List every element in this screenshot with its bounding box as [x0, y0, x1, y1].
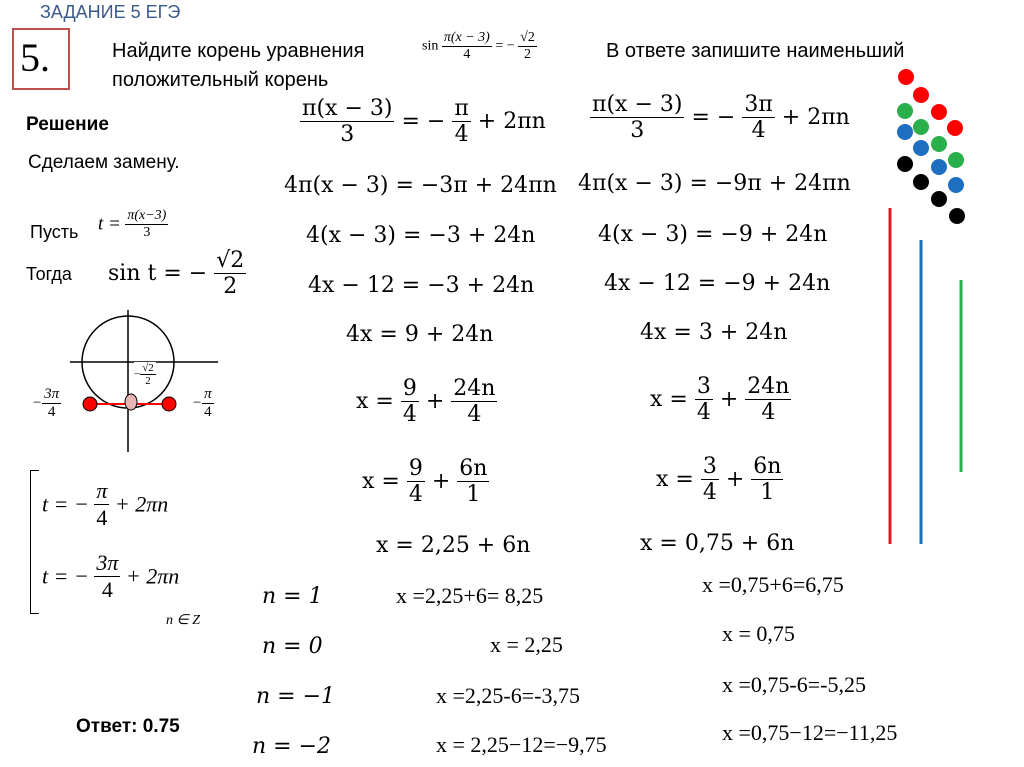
sys1-den: 4 — [96, 505, 108, 530]
result-minus1b: x =0,75-6=-5,25 — [722, 672, 866, 697]
sys1-num: π — [96, 478, 108, 503]
dot-red-4 — [947, 120, 963, 136]
col1-eq-1 — [300, 96, 546, 147]
col2-e6-d2: 4 — [761, 400, 776, 425]
col2-e6-plus: + — [719, 387, 739, 412]
col2-e7-n1: 3 — [702, 454, 717, 479]
n-equals-minus-2: n = −2 — [252, 734, 332, 759]
col1-e7-lhs: x = — [362, 469, 400, 494]
col2-e1-num: π(x − 3) — [592, 92, 683, 117]
point-mid — [125, 394, 137, 410]
let-label: Пусть — [30, 222, 79, 242]
col2-e1-mid: = − — [691, 105, 736, 130]
dot-black-3 — [931, 191, 947, 207]
col1-e7-plus: + — [431, 469, 451, 494]
dot-green-3 — [931, 136, 947, 152]
n-equals-0: n = 0 — [262, 634, 323, 659]
col2-e1-den2: 4 — [751, 118, 766, 143]
n-equals-1: n = 1 — [262, 584, 323, 609]
dot-black-4 — [949, 208, 965, 224]
let-den: 3 — [143, 225, 151, 240]
task-eq-mid: = − — [495, 38, 515, 54]
col1-eq-2: 4π(x − 3) = −3π + 24πn — [284, 173, 557, 198]
circle-mid-num: √2 — [142, 362, 154, 374]
task-eq-den: 4 — [463, 47, 471, 62]
sin-t: sin t = − — [108, 261, 208, 286]
unit-circle-diagram — [0, 300, 260, 460]
circle-label-right-sign: − — [192, 395, 203, 411]
col2-eq-5: 4x = 3 + 24n — [640, 320, 788, 345]
dot-blue-1 — [897, 124, 913, 140]
sys2-rhs: + 2πn — [125, 563, 180, 589]
result-minus2a: x = 2,25−12=−9,75 — [436, 732, 607, 757]
sin-t-equation — [108, 248, 246, 299]
result-minus2b: x =0,75−12=−11,25 — [722, 720, 898, 745]
col1-e7-n1: 9 — [408, 456, 423, 481]
sys2-num: 3π — [96, 550, 119, 575]
col1-e1-num2: π — [454, 96, 469, 121]
col1-e6-n2: 24n — [453, 376, 496, 401]
col1-e1-den2: 4 — [454, 122, 469, 147]
circle-label-right-num: π — [204, 386, 212, 402]
col1-e7-d1: 4 — [408, 482, 423, 507]
let-t: t = — [98, 213, 121, 235]
col2-e1-num2: 3π — [744, 92, 773, 117]
substitution-text: Сделаем замену. — [28, 152, 180, 173]
result-1a: x =2,25+6= 8,25 — [396, 583, 544, 608]
circle-mid-den: 2 — [145, 375, 151, 387]
result-0a: x = 2,25 — [490, 632, 563, 657]
circle-label-mid — [134, 362, 156, 387]
col1-eq-8: x = 2,25 + 6n — [376, 533, 531, 558]
task-eq-rhs-den: 2 — [523, 47, 531, 62]
system-bracket — [30, 470, 39, 614]
dot-blue-4 — [948, 177, 964, 193]
col2-e7-d2: 1 — [760, 480, 775, 505]
col2-eq-3: 4(x − 3) = −9 + 24n — [598, 222, 828, 247]
circle-label-left-den: 4 — [47, 404, 56, 420]
sys2-den: 4 — [101, 577, 113, 602]
col2-e6-n2: 24n — [747, 374, 790, 399]
col2-e7-d1: 4 — [702, 480, 717, 505]
col2-e6-n1: 3 — [696, 374, 711, 399]
col1-eq-4: 4x − 12 = −3 + 24n — [308, 273, 535, 298]
dot-red-1 — [898, 69, 914, 85]
col2-e1-den: 3 — [630, 118, 645, 143]
col2-eq-8: x = 0,75 + 6n — [640, 531, 795, 556]
dot-blue-3 — [931, 159, 947, 175]
col1-e1-mid: = − — [401, 109, 446, 134]
task-equation — [420, 30, 539, 63]
answer-text: Ответ: 0.75 — [76, 716, 180, 737]
task-eq-sin: sin — [422, 38, 439, 54]
task-eq-num: π(x − 3) — [443, 30, 490, 45]
point-right — [162, 397, 176, 411]
task-text-2: В ответе запишите наименьший — [606, 40, 905, 62]
task-text-1: Найдите корень уравнения — [112, 40, 365, 62]
col2-e1-rhs: + 2πn — [781, 105, 850, 130]
col2-eq-7 — [656, 454, 783, 505]
n-in-z: n ∈ Z — [166, 613, 200, 628]
dot-black-2 — [913, 174, 929, 190]
system-eq-2 — [42, 550, 179, 603]
col1-e6-d2: 4 — [467, 402, 482, 427]
col1-eq-3: 4(x − 3) = −3 + 24n — [306, 223, 536, 248]
col1-e1-num: π(x − 3) — [302, 96, 393, 121]
dot-green-2 — [913, 119, 929, 135]
col2-e6-d1: 4 — [696, 400, 711, 425]
sin-t-sqrt2: √2 — [216, 248, 245, 273]
col2-e6-lhs: x = — [650, 387, 688, 412]
col1-e7-d2: 1 — [466, 482, 481, 507]
col2-e7-plus: + — [725, 467, 745, 492]
system-eq-1 — [42, 478, 168, 531]
dot-red-3 — [931, 104, 947, 120]
sys1-rhs: + 2πn — [114, 491, 169, 517]
let-num: π(x−3) — [127, 208, 167, 223]
page-title: ЗАДАНИЕ 5 ЕГЭ — [40, 2, 181, 22]
n-equals-minus-1: n = −1 — [256, 684, 336, 709]
col1-e6-n1: 9 — [402, 376, 417, 401]
dot-red-2 — [913, 87, 929, 103]
col2-eq-2: 4π(x − 3) = −9π + 24πn — [578, 171, 851, 196]
task-eq-rhs-num: √2 — [520, 30, 535, 45]
col1-e6-d1: 4 — [402, 402, 417, 427]
circle-mid-sign: − — [134, 368, 141, 381]
result-minus1a: x =2,25-6=-3,75 — [436, 683, 580, 708]
result-0b: x = 0,75 — [722, 621, 795, 646]
col2-eq-1 — [590, 92, 850, 143]
dot-green-1 — [897, 103, 913, 119]
result-1b: x =0,75+6=6,75 — [702, 572, 844, 597]
let-equation — [98, 208, 168, 241]
col1-e1-rhs: + 2πn — [477, 109, 546, 134]
col2-e7-n2: 6n — [753, 454, 782, 479]
col1-eq-6 — [356, 376, 497, 427]
col1-e6-plus: + — [425, 389, 445, 414]
task-text-3: положительный корень — [112, 69, 329, 91]
sin-t-two: 2 — [223, 274, 238, 299]
dot-black-1 — [897, 156, 913, 172]
circle-label-left-num: 3π — [44, 386, 60, 402]
col2-eq-6 — [650, 374, 791, 425]
col1-e1-den: 3 — [340, 122, 355, 147]
dot-green-4 — [948, 152, 964, 168]
col1-eq-5: 4x = 9 + 24n — [346, 322, 494, 347]
task-number: 5. — [20, 35, 50, 80]
col1-eq-7 — [362, 456, 489, 507]
circle-label-right — [192, 386, 214, 421]
dot-blue-2 — [913, 140, 929, 156]
circle-label-left — [32, 386, 61, 421]
sys1-lhs: t = − — [42, 491, 89, 517]
solution-label: Решение — [26, 114, 109, 135]
decorative-dots-lines — [880, 60, 980, 550]
col1-e7-n2: 6n — [459, 456, 488, 481]
circle-label-right-den: 4 — [204, 404, 212, 420]
col2-e7-lhs: x = — [656, 467, 694, 492]
col2-eq-4: 4x − 12 = −9 + 24n — [604, 271, 831, 296]
col1-e6-lhs: x = — [356, 389, 394, 414]
point-left — [83, 397, 97, 411]
then-label: Тогда — [26, 264, 72, 284]
circle-label-left-sign: − — [32, 395, 43, 411]
sys2-lhs: t = − — [42, 563, 89, 589]
